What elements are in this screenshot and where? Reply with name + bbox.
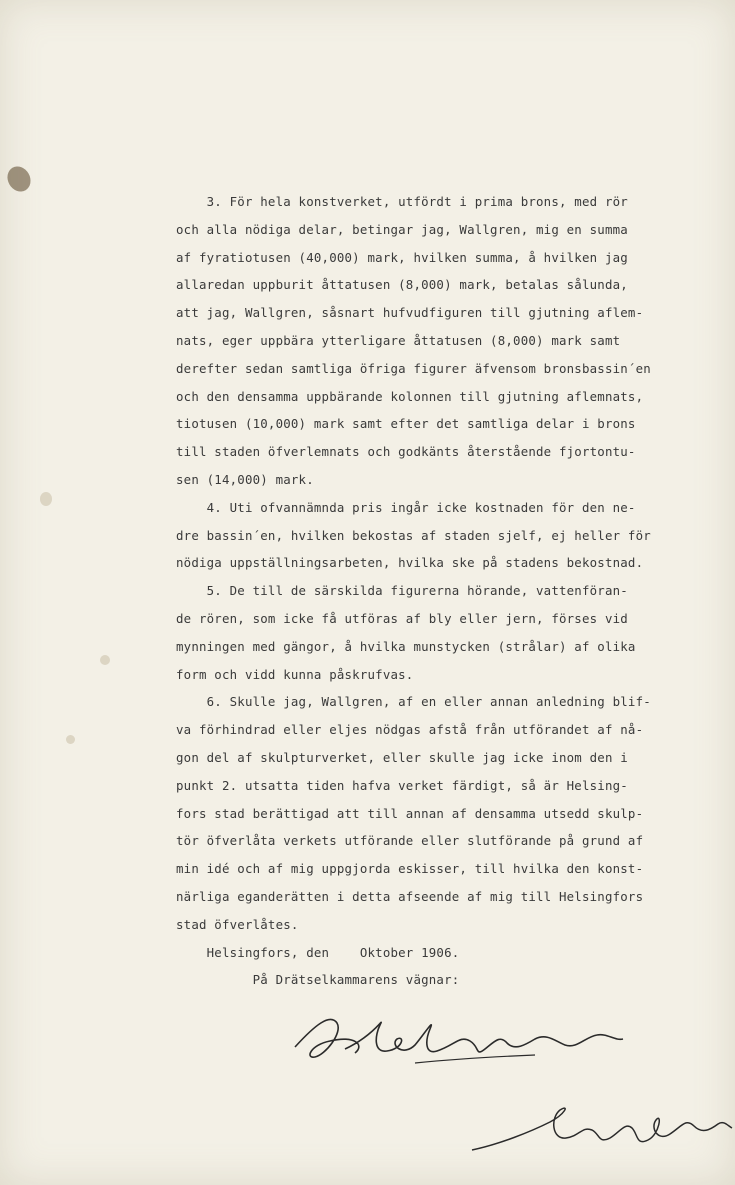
text-line: va förhindrad eller eljes nödgas afstå från utförandet af nå- xyxy=(176,722,644,738)
text-line: 5. De till de särskilda figurerna hörande, vattenföran- xyxy=(176,583,628,599)
text-line: tiotusen (10,000) mark samt efter det samtliga delar i brons xyxy=(176,416,636,432)
signature-image xyxy=(285,1005,645,1075)
paper-stain xyxy=(66,735,75,744)
text-line: och den densamma uppbärande kolonnen till gjutning aflemnats, xyxy=(176,388,644,404)
text-line: min idé och af mig uppgjorda eskisser, till hvilka den konst- xyxy=(176,861,644,877)
text-line: gon del af skulpturverket, eller skulle jag icke inom den i xyxy=(176,749,628,765)
text-line: dre bassin´en, hvilken bekostas af staden sjelf, ej heller för xyxy=(176,527,651,543)
signature-image xyxy=(470,1092,735,1162)
on-behalf-line: På Drätselkammarens vägnar: xyxy=(176,972,460,988)
text-line: nödiga uppställningsarbeten, hvilka ske på stadens bekostnad. xyxy=(176,555,644,571)
text-line: till staden öfverlemnats och godkänts återstående fjortontu- xyxy=(176,444,636,460)
text-line: att jag, Wallgren, såsnart hufvudfiguren till gjutning aflem- xyxy=(176,305,644,321)
text-line: 4. Uti ofvannämnda pris ingår icke kostnaden för den ne- xyxy=(176,499,636,515)
letter-body xyxy=(176,188,706,994)
text-line: 6. Skulle jag, Wallgren, af en eller annan anledning blif- xyxy=(176,694,651,710)
text-line: tör öfverlåta verkets utförande eller slutförande på grund af xyxy=(176,833,644,849)
text-line: närliga eganderätten i detta afseende af mig till Helsingfors xyxy=(176,888,644,904)
text-line: form och vidd kunna påskrufvas. xyxy=(176,666,414,682)
text-line: fors stad berättigad att till annan af densamma utsedd skulp- xyxy=(176,805,644,821)
text-line: stad öfverlåtes. xyxy=(176,916,299,932)
paper-stain xyxy=(100,655,110,665)
paper-stain xyxy=(3,162,35,196)
text-line: derefter sedan samtliga öfriga figurer äfvensom bronsbassin´en xyxy=(176,360,651,376)
text-line: de rören, som icke få utföras af bly eller jern, förses vid xyxy=(176,610,628,626)
text-line: af fyratiotusen (40,000) mark, hvilken summa, å hvilken jag xyxy=(176,249,628,265)
paper-stain xyxy=(40,492,52,506)
text-line: och alla nödiga delar, betingar jag, Wallgren, mig en summa xyxy=(176,221,628,237)
text-line: 3. För hela konstverket, utfördt i prima brons, med rör xyxy=(176,194,628,209)
text-line: mynningen med gängor, å hvilka munstycken (strålar) af olika xyxy=(176,638,636,654)
text-line: punkt 2. utsatta tiden hafva verket färdigt, så är Helsing- xyxy=(176,777,628,793)
text-line: nats, eger uppbära ytterligare åttatusen (8,000) mark samt xyxy=(176,332,621,348)
text-line: allaredan uppburit åttatusen (8,000) mark, betalas sålunda, xyxy=(176,277,628,293)
text-line: sen (14,000) mark. xyxy=(176,471,314,487)
dateline: Helsingfors, den Oktober 1906. xyxy=(176,944,460,960)
